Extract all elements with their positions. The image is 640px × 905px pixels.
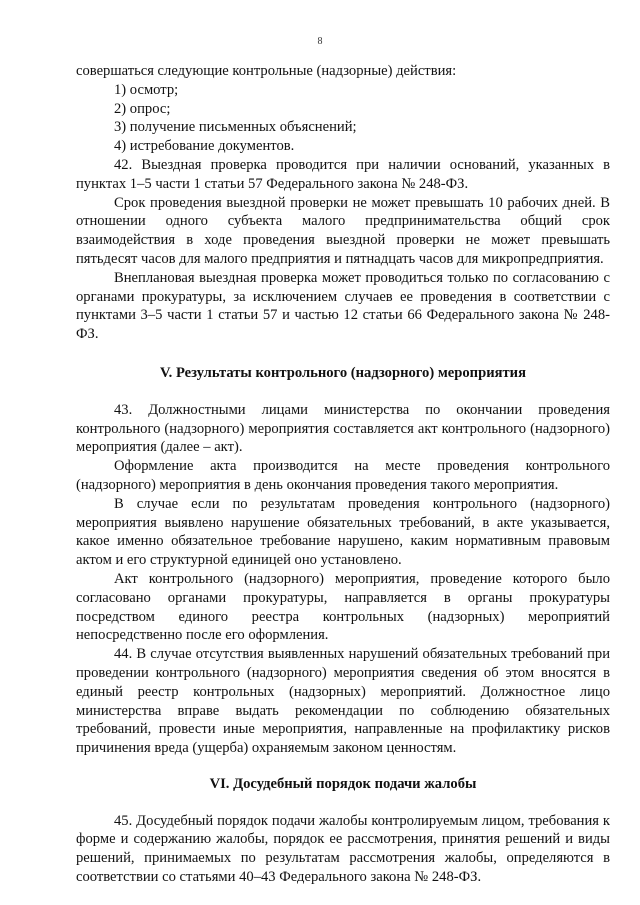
list-item: 4) истребование документов. [114,138,295,155]
paragraph-43-violation: В случае если по результатам проведения контрольного (надзорного) мероприятия выявлено нарушение обязательных требований, в акте указывается, какое именно обязательное требование нарушено, каким нормативным правовым актом и его структурной единицей оно установлено. [76,495,610,569]
paragraph-42-term: Срок проведения выездной проверки не может превышать 10 рабочих дней. В отношении одного субъекта малого предпринимательства общий срок взаимодействия в ходе проведения выездной проверки не может превышать пятьдесят часов для малого предприятия и пятнадцать часов для микропредприятия. [76,194,610,267]
section-5-heading: V. Результаты контрольного (надзорного) мероприятия [159,364,526,381]
paragraph-44: 44. В случае отсутствия выявленных нарушений обязательных требований при проведении контрольного (надзорного) мероприятия сведения об этом вносятся в единый реестр контрольных (надзорных) мероприятий. Должностное лицо министерства вправе выдать рекомендации по соблюдению обязательных требований, провести иные мероприятия, направленные на профилактику рисков причинения вреда (ущерба) охраняемым законом ценностям. [76,646,610,757]
list-item: 2) опрос; [114,100,171,117]
paragraph-45: 45. Досудебный порядок подачи жалобы контролируемым лицом, требования к форме и содержанию жалобы, порядок ее рассмотрения, принятия решений и виды решений, принимаемых по результатам рассмотрения жалобы, определяются в соответствии со статьями 40–43 Федерального закона № 248-ФЗ. [76,812,610,886]
list-item: 3) получение письменных объяснений; [114,119,357,136]
intro-line: совершаться следующие контрольные (надзорные) действия: [76,63,457,79]
page-number: 8 [317,36,323,47]
document-body [76,62,610,887]
paragraph-43-registration: Оформление акта производится на месте проведения контрольного (надзорного) мероприятия в день окончания проведения такого мероприятия. [76,458,610,493]
paragraph-42: 42. Выездная проверка проводится при наличии оснований, указанных в пунктах 1–5 части 1 статьи 57 Федерального закона № 248-ФЗ. [76,156,610,192]
paragraph-43-prosecutor: Акт контрольного (надзорного) мероприятия, проведение которого было согласовано органами прокуратуры, направляется в органы прокуратуры посредством единого реестра контрольных (надзорных) мероприятий непосредственно после его оформления. [76,570,610,644]
paragraph-43: 43. Должностными лицами министерства по окончании проведения контрольного (надзорного) мероприятия составляется акт контрольного (надзорного) мероприятия (далее – акт). [76,401,610,456]
list-item: 1) осмотр; [114,81,179,98]
section-6-heading: VI. Досудебный порядок подачи жалобы [209,775,477,792]
paragraph-42-unplanned: Внеплановая выездная проверка может проводиться только по согласованию с органами прокуратуры, за исключением случаев ее проведения в соответствии с пунктами 3–5 части 1 статьи 57 и частью 12 статьи 66 Федерального закона № 248-ФЗ. [76,269,610,343]
